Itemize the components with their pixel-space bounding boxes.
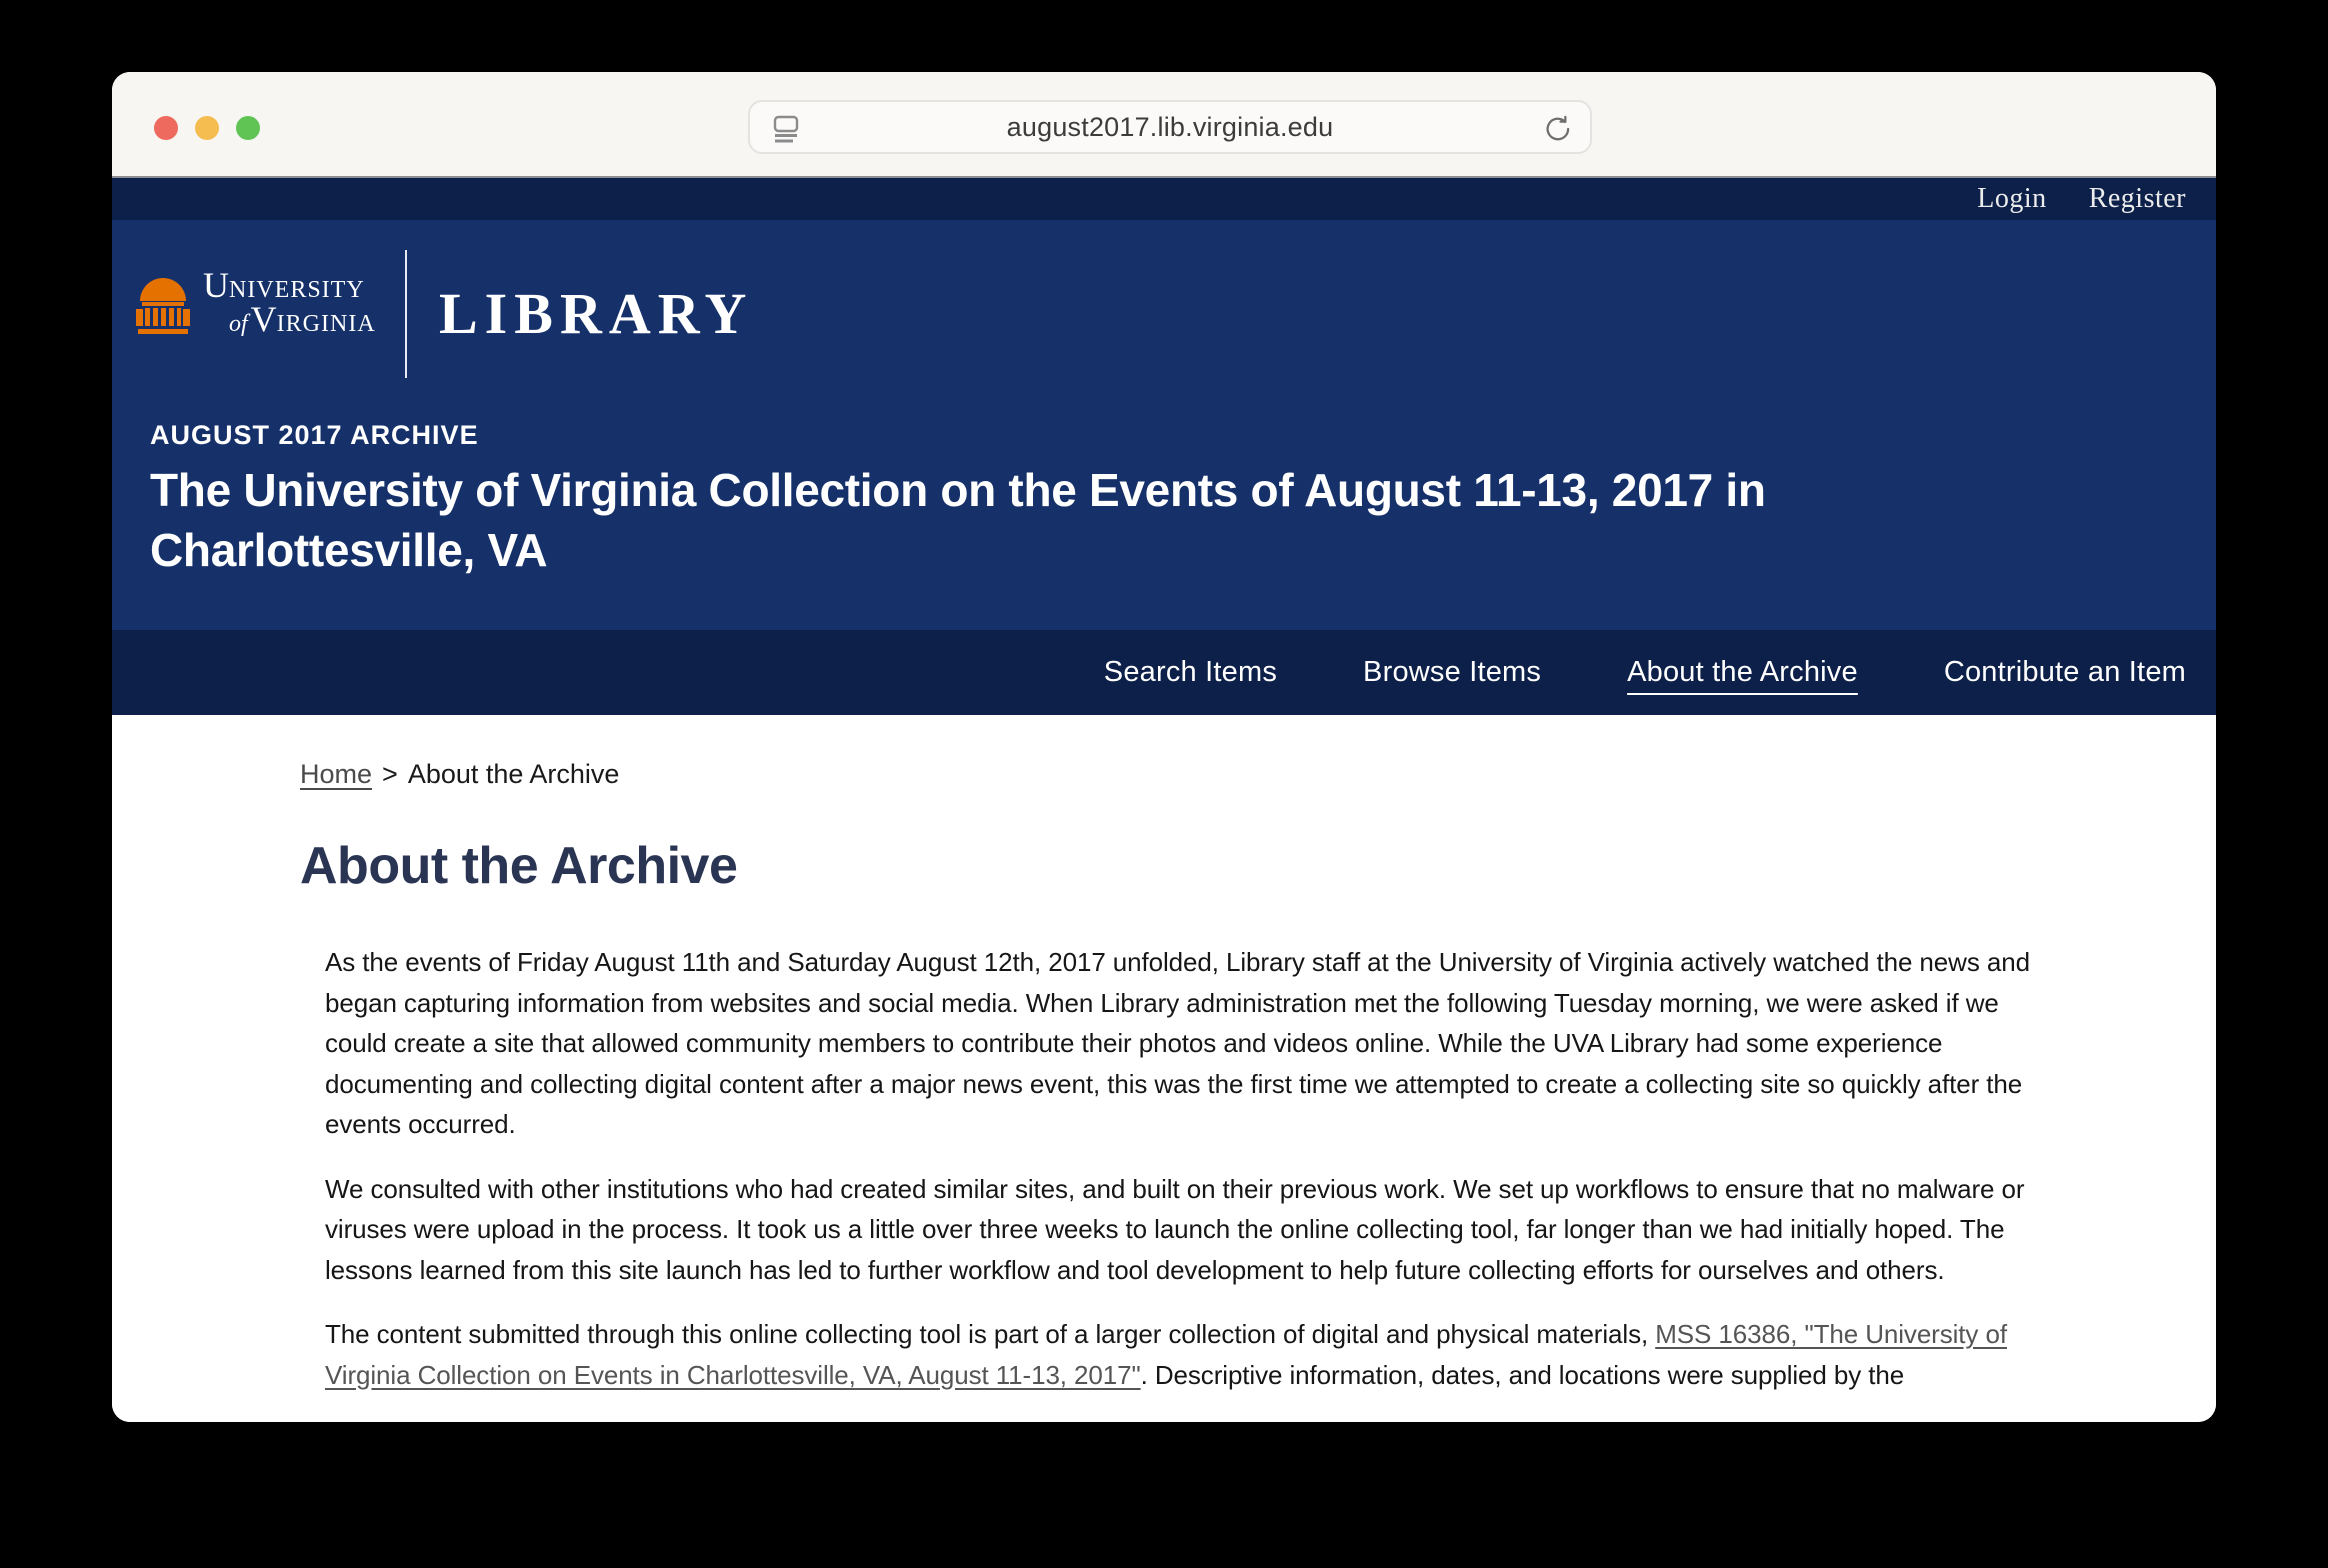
body-paragraph: The content submitted through this online collecting tool is part of a larger collection of digital and physical materials, MSS 16386, "The University of Virginia Collection on Events in Charlottesville, VA, August 11-13, 2017". Descriptive information, dates, and locations were supplied by the xyxy=(325,1319,2007,1390)
logo-wordmark: UNIVERSITY ofVIRGINIA xyxy=(203,265,376,339)
logo-divider xyxy=(405,250,407,378)
breadcrumb xyxy=(300,759,2216,790)
breadcrumb-separator: > xyxy=(382,759,398,789)
archive-eyebrow: AUGUST 2017 ARCHIVE xyxy=(150,420,479,450)
library-wordmark: LIBRARY xyxy=(439,281,754,346)
site-header xyxy=(112,220,2216,630)
nav-item-about-the-archive[interactable]: About the Archive xyxy=(1627,656,1858,688)
reload-icon[interactable] xyxy=(1542,113,1574,150)
rotunda-icon xyxy=(136,278,190,334)
browser-chrome xyxy=(112,72,2216,178)
nav-item-search-items[interactable]: Search Items xyxy=(1103,656,1278,688)
close-window-button[interactable] xyxy=(154,116,178,140)
browser-window xyxy=(112,72,2216,1422)
page-title: About the Archive xyxy=(300,837,738,895)
address-bar[interactable] xyxy=(748,100,1592,154)
utility-link-register[interactable]: Register xyxy=(2088,183,2186,214)
utility-link-login[interactable]: Login xyxy=(1977,183,2047,214)
primary-nav xyxy=(112,630,2216,715)
nav-item-browse-items[interactable]: Browse Items xyxy=(1363,656,1542,688)
page-content xyxy=(112,715,2216,1422)
body-text xyxy=(325,942,2031,1395)
body-paragraph: As the events of Friday August 11th and Saturday August 12th, 2017 unfolded, Library staff at the University of Virginia actively watched the news and began capturing information from websites and social media. When Library administration met the following Tuesday morning, we were asked if we could create a site that allowed community members to contribute their photos and videos online. While the UVA Library had some experience documenting and collecting digital content after a major news event, this was the first time we attempted to create a collecting site so quickly after the events occurred. xyxy=(325,947,2030,1139)
breadcrumb-home-link[interactable]: Home xyxy=(300,759,373,789)
body-paragraph: We consulted with other institutions who had created similar sites, and built on their previous work. We set up workflows to ensure that no malware or viruses were upload in the process. It took us a little over three weeks to launch the online collecting tool, far longer than we had initially hoped. The lessons learned from this site launch has led to further workflow and tool development to help future collecting efforts for ourselves and others. xyxy=(325,1173,2025,1285)
minimize-window-button[interactable] xyxy=(195,116,219,140)
breadcrumb-current: About the Archive xyxy=(407,759,620,789)
site-title: The University of Virginia Collection on the Events of August 11-13, 2017 in Charlottesville, VA xyxy=(150,464,1766,576)
uva-library-logo[interactable] xyxy=(136,265,376,340)
inline-link[interactable]: MSS 16386, "The University of Virginia Collection on Events in Charlottesville, VA, August 11-13, 2017" xyxy=(325,1319,2007,1390)
url-text: august2017.lib.virginia.edu xyxy=(1006,111,1334,142)
traffic-lights xyxy=(154,116,260,140)
nav-item-contribute-an-item[interactable]: Contribute an Item xyxy=(1943,656,2186,688)
utility-bar xyxy=(112,178,2216,220)
zoom-window-button[interactable] xyxy=(236,116,260,140)
